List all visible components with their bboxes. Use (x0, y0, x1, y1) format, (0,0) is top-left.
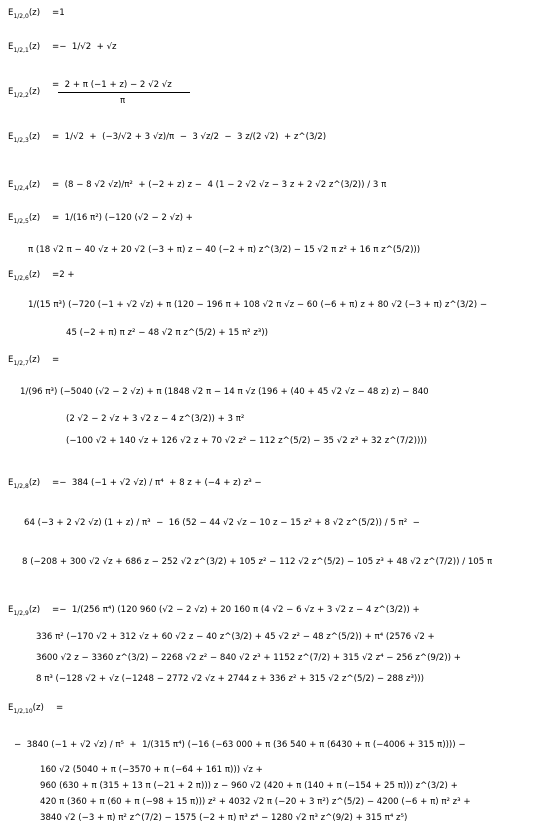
equation-label: $E_{1/2,3}(z)$ (8, 132, 41, 144)
equation-line: 1/(96 π³) (−5040 (√2 − 2 √z) + π (1848 √2 π − 14 π √z (196 + (40 + 45 √2 √z − 48 z) z) − 840 (20, 387, 429, 397)
equation-label: $E_{1/2,6}(z)$ (8, 270, 41, 282)
equation-line: − 3840 (−1 + √2 √z) / π⁵ + 1/(315 π⁴) (−16 (−63 000 + π (36 540 + π (6430 + π (−4006 + 315 π)))) − (14, 740, 466, 750)
equation-line: =− 1/(256 π⁴) (120 960 (√2 − 2 √z) + 20 160 π (4 √2 − 6 √z + 3 √2 z − 4 z^(3/2)) + (52, 605, 420, 615)
equation-label: $E_{1/2,7}(z)$ (8, 355, 41, 367)
equation-line: π (120, 96, 126, 106)
equation-line: 8 π³ (−128 √2 + √z (−1248 − 2772 √2 √z + 2744 z + 336 z² + 315 √2 z^(5/2) − 288 z³))) (36, 674, 424, 684)
equation-label: $E_{1/2,8}(z)$ (8, 478, 41, 490)
equation-line: 3600 √2 z − 3360 z^(3/2) − 2268 √2 z² − 840 √2 z³ + 1152 z^(7/2) + 315 √2 z⁴ − 256 z^(9/2)) + (36, 653, 461, 663)
equation-line: = 1/(16 π²) (−120 (√2 − 2 √z) + (52, 213, 193, 223)
fraction-bar (58, 92, 190, 93)
equation-line: 420 π (360 + π (60 + π (−98 + 15 π))) z² + 4032 √2 π (−20 + 3 π²) z^(5/2) − 4200 (−6 + π) π² z³ + (40, 797, 471, 807)
equation-line: 1/(15 π³) (−720 (−1 + √2 √z) + π (120 − 196 π + 108 √2 π √z − 60 (−6 + π) z + 80 √2 (−3 + π) z^(3/2) − (28, 300, 488, 310)
equation-label: $E_{1/2,2}(z)$ (8, 87, 41, 99)
equation-label: $E_{1/2,10}(z)$ (8, 703, 44, 715)
equation-line: = (8 − 8 √2 √z)/π² + (−2 + z) z − 4 (1 − 2 √2 √z − 3 z + 2 √2 z^(3/2)) / 3 π (52, 180, 387, 190)
equation-label: $E_{1/2,9}(z)$ (8, 605, 41, 617)
equation-line: =− 384 (−1 + √2 √z) / π⁴ + 8 z + (−4 + z) z³ − (52, 478, 262, 488)
equation-line: 960 (630 + π (315 + 13 π (−21 + 2 π))) z − 960 √2 (420 + π (140 + π (−154 + 25 π))) z^(3/2) + (40, 781, 458, 791)
equation-line: = 2 + π (−1 + z) − 2 √2 √z (52, 80, 172, 90)
equation-line: = (56, 703, 64, 713)
equation-line: 3840 √2 (−3 + π) π² z^(7/2) − 1575 (−2 + π) π³ z⁴ − 1280 √2 π³ z^(9/2) + 315 π⁴ z⁵) (40, 813, 408, 823)
equation-label: $E_{1/2,0}(z)$ (8, 8, 41, 20)
equation-line: π (18 √2 π − 40 √z + 20 √2 (−3 + π) z − 40 (−2 + π) z^(3/2) − 15 √2 π z² + 16 π z^(5/2))) (28, 245, 421, 255)
equation-line: 8 (−208 + 300 √2 √z + 686 z − 252 √2 z^(3/2) + 105 z² − 112 √2 z^(5/2) − 105 z³ + 48 √2 z^(7/2)) / 105 π (22, 557, 493, 567)
equation-label: $E_{1/2,4}(z)$ (8, 180, 41, 192)
equation-label: $E_{1/2,1}(z)$ (8, 42, 41, 54)
equation-line: (−100 √2 + 140 √z + 126 √2 z + 70 √2 z² − 112 z^(5/2) − 35 √2 z³ + 32 z^(7/2)))) (66, 436, 428, 446)
equation-line: =2 + (52, 270, 75, 280)
equation-line: 64 (−3 + 2 √2 √z) (1 + z) / π³ − 16 (52 − 44 √2 √z − 10 z − 15 z² + 8 √2 z^(5/2)) / 5 π² − (24, 518, 420, 528)
equation-line: 45 (−2 + π) π z² − 48 √2 π z^(5/2) + 15 π² z³)) (66, 328, 268, 338)
equation-line: (2 √2 − 2 √z + 3 √2 z − 4 z^(3/2)) + 3 π² (66, 414, 245, 424)
equation-line: = 1/√2 + (−3/√2 + 3 √z)/π − 3 √z/2 − 3 z/(2 √2) + z^(3/2) (52, 132, 327, 142)
equation-line: 160 √2 (5040 + π (−3570 + π (−64 + 161 π))) √z + (40, 765, 263, 775)
equation-line: =− 1/√2 + √z (52, 42, 117, 52)
equation-line: 336 π² (−170 √2 + 312 √z + 60 √2 z − 40 z^(3/2) + 45 √2 z² − 48 z^(5/2)) + π⁴ (2576 √2 + (36, 632, 435, 642)
equation-line: =1 (52, 8, 65, 18)
equation-line: = (52, 355, 60, 365)
equation-label: $E_{1/2,5}(z)$ (8, 213, 41, 225)
